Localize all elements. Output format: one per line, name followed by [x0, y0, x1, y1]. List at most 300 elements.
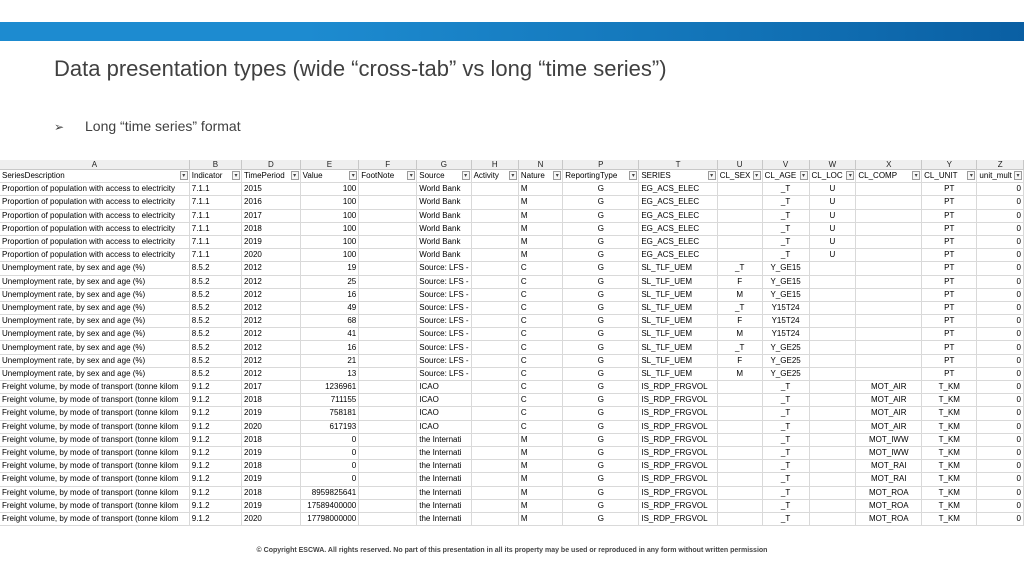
table-cell[interactable]: MOT_RAI: [856, 460, 922, 473]
table-cell[interactable]: MOT_RAI: [856, 473, 922, 486]
table-cell[interactable]: 2012: [242, 275, 301, 288]
filter-dropdown-icon[interactable]: ▾: [509, 171, 517, 180]
table-cell[interactable]: Unemployment rate, by sex and age (%): [0, 288, 189, 301]
table-cell[interactable]: IS_RDP_FRGVOL: [639, 473, 717, 486]
table-cell[interactable]: SL_TLF_UEM: [639, 301, 717, 314]
table-cell[interactable]: [359, 446, 417, 459]
table-cell[interactable]: Freight volume, by mode of transport (tonne kilom: [0, 460, 189, 473]
table-cell[interactable]: [471, 196, 518, 209]
table-cell[interactable]: 0: [977, 433, 1024, 446]
table-cell[interactable]: [471, 486, 518, 499]
table-cell[interactable]: IS_RDP_FRGVOL: [639, 433, 717, 446]
table-cell[interactable]: C: [518, 328, 562, 341]
table-cell[interactable]: 9.1.2: [189, 446, 241, 459]
table-cell[interactable]: [809, 381, 856, 394]
column-letter[interactable]: F: [359, 160, 417, 170]
table-cell[interactable]: IS_RDP_FRGVOL: [639, 407, 717, 420]
table-cell[interactable]: [359, 420, 417, 433]
table-cell[interactable]: 2012: [242, 367, 301, 380]
table-cell[interactable]: [359, 249, 417, 262]
table-cell[interactable]: SL_TLF_UEM: [639, 262, 717, 275]
table-cell[interactable]: [809, 499, 856, 512]
table-cell[interactable]: PT: [922, 196, 977, 209]
table-cell[interactable]: 2016: [242, 196, 301, 209]
column-letter[interactable]: U: [717, 160, 762, 170]
table-cell[interactable]: 0: [977, 407, 1024, 420]
table-cell[interactable]: the Internati: [417, 446, 471, 459]
table-cell[interactable]: 13: [300, 367, 359, 380]
table-cell[interactable]: MOT_IWW: [856, 446, 922, 459]
table-cell[interactable]: 2012: [242, 288, 301, 301]
table-cell[interactable]: _T: [762, 196, 809, 209]
table-cell[interactable]: F: [717, 275, 762, 288]
table-cell[interactable]: Freight volume, by mode of transport (tonne kilom: [0, 407, 189, 420]
filter-dropdown-icon[interactable]: ▾: [462, 171, 470, 180]
table-cell[interactable]: World Bank: [417, 209, 471, 222]
filter-dropdown-icon[interactable]: ▾: [800, 171, 808, 180]
table-cell[interactable]: 17589400000: [300, 499, 359, 512]
table-cell[interactable]: 0: [977, 341, 1024, 354]
table-cell[interactable]: F: [717, 315, 762, 328]
table-cell[interactable]: Unemployment rate, by sex and age (%): [0, 315, 189, 328]
table-cell[interactable]: G: [563, 486, 639, 499]
table-cell[interactable]: G: [563, 473, 639, 486]
table-cell[interactable]: SL_TLF_UEM: [639, 275, 717, 288]
table-cell[interactable]: [471, 249, 518, 262]
table-cell[interactable]: 8.5.2: [189, 288, 241, 301]
table-cell[interactable]: T_KM: [922, 473, 977, 486]
table-cell[interactable]: Source: LFS -: [417, 288, 471, 301]
table-cell[interactable]: [717, 196, 762, 209]
table-cell[interactable]: 2020: [242, 420, 301, 433]
table-cell[interactable]: 0: [977, 394, 1024, 407]
column-letter[interactable]: P: [563, 160, 639, 170]
table-cell[interactable]: 0: [977, 209, 1024, 222]
table-cell[interactable]: Unemployment rate, by sex and age (%): [0, 262, 189, 275]
table-cell[interactable]: 2019: [242, 407, 301, 420]
table-cell[interactable]: U: [809, 235, 856, 248]
table-cell[interactable]: [809, 420, 856, 433]
table-cell[interactable]: 0: [977, 446, 1024, 459]
table-cell[interactable]: [471, 473, 518, 486]
table-cell[interactable]: 100: [300, 249, 359, 262]
table-cell[interactable]: MOT_ROA: [856, 486, 922, 499]
table-cell[interactable]: _T: [762, 433, 809, 446]
table-cell[interactable]: 2020: [242, 249, 301, 262]
table-cell[interactable]: EG_ACS_ELEC: [639, 196, 717, 209]
table-cell[interactable]: U: [809, 249, 856, 262]
table-cell[interactable]: M: [518, 235, 562, 248]
filter-dropdown-icon[interactable]: ▾: [753, 171, 761, 180]
table-cell[interactable]: [471, 288, 518, 301]
table-cell[interactable]: EG_ACS_ELEC: [639, 209, 717, 222]
table-cell[interactable]: [471, 341, 518, 354]
table-cell[interactable]: Unemployment rate, by sex and age (%): [0, 328, 189, 341]
table-cell[interactable]: [359, 367, 417, 380]
table-cell[interactable]: Source: LFS -: [417, 275, 471, 288]
table-cell[interactable]: the Internati: [417, 499, 471, 512]
table-cell[interactable]: [717, 446, 762, 459]
table-cell[interactable]: [359, 183, 417, 196]
table-cell[interactable]: [856, 209, 922, 222]
table-cell[interactable]: MOT_AIR: [856, 394, 922, 407]
table-cell[interactable]: _T: [762, 222, 809, 235]
table-cell[interactable]: 8.5.2: [189, 315, 241, 328]
table-cell[interactable]: [809, 460, 856, 473]
table-cell[interactable]: 100: [300, 209, 359, 222]
table-cell[interactable]: Freight volume, by mode of transport (tonne kilom: [0, 473, 189, 486]
table-cell[interactable]: M: [518, 499, 562, 512]
table-cell[interactable]: [809, 433, 856, 446]
table-cell[interactable]: M: [518, 446, 562, 459]
table-cell[interactable]: the Internati: [417, 460, 471, 473]
table-cell[interactable]: ICAO: [417, 394, 471, 407]
table-cell[interactable]: PT: [922, 341, 977, 354]
table-cell[interactable]: G: [563, 209, 639, 222]
table-cell[interactable]: 7.1.1: [189, 249, 241, 262]
table-cell[interactable]: the Internati: [417, 473, 471, 486]
table-cell[interactable]: World Bank: [417, 183, 471, 196]
table-cell[interactable]: C: [518, 354, 562, 367]
table-cell[interactable]: IS_RDP_FRGVOL: [639, 420, 717, 433]
table-cell[interactable]: [359, 486, 417, 499]
table-cell[interactable]: U: [809, 183, 856, 196]
table-cell[interactable]: SL_TLF_UEM: [639, 315, 717, 328]
table-cell[interactable]: 0: [977, 196, 1024, 209]
table-cell[interactable]: [359, 209, 417, 222]
table-cell[interactable]: [717, 512, 762, 525]
table-cell[interactable]: _T: [762, 486, 809, 499]
table-cell[interactable]: T_KM: [922, 460, 977, 473]
table-cell[interactable]: Source: LFS -: [417, 367, 471, 380]
table-cell[interactable]: [471, 209, 518, 222]
table-cell[interactable]: [809, 407, 856, 420]
table-cell[interactable]: 0: [977, 354, 1024, 367]
table-cell[interactable]: 0: [300, 460, 359, 473]
table-cell[interactable]: T_KM: [922, 433, 977, 446]
table-cell[interactable]: [359, 381, 417, 394]
column-letter[interactable]: V: [762, 160, 809, 170]
table-cell[interactable]: C: [518, 367, 562, 380]
table-cell[interactable]: PT: [922, 315, 977, 328]
table-cell[interactable]: G: [563, 499, 639, 512]
table-cell[interactable]: [359, 235, 417, 248]
table-cell[interactable]: [856, 183, 922, 196]
table-cell[interactable]: 2018: [242, 433, 301, 446]
table-cell[interactable]: T_KM: [922, 446, 977, 459]
table-cell[interactable]: _T: [762, 249, 809, 262]
table-cell[interactable]: SL_TLF_UEM: [639, 288, 717, 301]
table-cell[interactable]: 7.1.1: [189, 209, 241, 222]
table-cell[interactable]: 21: [300, 354, 359, 367]
table-cell[interactable]: [471, 512, 518, 525]
table-cell[interactable]: 9.1.2: [189, 460, 241, 473]
filter-dropdown-icon[interactable]: ▾: [967, 171, 975, 180]
table-cell[interactable]: the Internati: [417, 512, 471, 525]
table-cell[interactable]: [809, 328, 856, 341]
table-cell[interactable]: 2018: [242, 486, 301, 499]
table-cell[interactable]: ICAO: [417, 407, 471, 420]
table-cell[interactable]: [359, 394, 417, 407]
table-cell[interactable]: 100: [300, 183, 359, 196]
table-cell[interactable]: 2019: [242, 446, 301, 459]
table-cell[interactable]: Y_GE25: [762, 341, 809, 354]
table-cell[interactable]: [359, 433, 417, 446]
table-cell[interactable]: PT: [922, 354, 977, 367]
table-cell[interactable]: [809, 354, 856, 367]
table-cell[interactable]: MOT_ROA: [856, 499, 922, 512]
table-cell[interactable]: G: [563, 222, 639, 235]
table-cell[interactable]: 100: [300, 196, 359, 209]
table-cell[interactable]: [359, 196, 417, 209]
table-cell[interactable]: 2018: [242, 222, 301, 235]
table-cell[interactable]: [717, 222, 762, 235]
table-cell[interactable]: [809, 486, 856, 499]
table-cell[interactable]: PT: [922, 209, 977, 222]
table-cell[interactable]: T_KM: [922, 512, 977, 525]
table-cell[interactable]: PT: [922, 328, 977, 341]
table-cell[interactable]: [359, 301, 417, 314]
table-cell[interactable]: [359, 328, 417, 341]
table-cell[interactable]: Proportion of population with access to electricity: [0, 183, 189, 196]
table-cell[interactable]: 0: [977, 249, 1024, 262]
table-cell[interactable]: 0: [977, 235, 1024, 248]
table-cell[interactable]: [856, 275, 922, 288]
table-cell[interactable]: EG_ACS_ELEC: [639, 249, 717, 262]
table-cell[interactable]: [856, 354, 922, 367]
table-cell[interactable]: MOT_IWW: [856, 433, 922, 446]
table-cell[interactable]: Unemployment rate, by sex and age (%): [0, 341, 189, 354]
table-cell[interactable]: 2012: [242, 315, 301, 328]
table-cell[interactable]: MOT_AIR: [856, 420, 922, 433]
table-cell[interactable]: 68: [300, 315, 359, 328]
table-cell[interactable]: Y_GE15: [762, 275, 809, 288]
table-cell[interactable]: 19: [300, 262, 359, 275]
table-cell[interactable]: T_KM: [922, 394, 977, 407]
table-cell[interactable]: 9.1.2: [189, 486, 241, 499]
table-cell[interactable]: 0: [977, 315, 1024, 328]
table-cell[interactable]: [809, 275, 856, 288]
table-cell[interactable]: G: [563, 235, 639, 248]
column-letter[interactable]: H: [471, 160, 518, 170]
table-cell[interactable]: the Internati: [417, 433, 471, 446]
table-cell[interactable]: [359, 354, 417, 367]
table-cell[interactable]: [359, 407, 417, 420]
filter-dropdown-icon[interactable]: ▾: [629, 171, 637, 180]
table-cell[interactable]: World Bank: [417, 249, 471, 262]
table-cell[interactable]: 2012: [242, 301, 301, 314]
table-cell[interactable]: F: [717, 354, 762, 367]
table-cell[interactable]: 0: [977, 183, 1024, 196]
table-cell[interactable]: 7.1.1: [189, 235, 241, 248]
table-cell[interactable]: _T: [762, 460, 809, 473]
column-letter[interactable]: E: [300, 160, 359, 170]
table-cell[interactable]: 617193: [300, 420, 359, 433]
table-cell[interactable]: 0: [977, 381, 1024, 394]
table-cell[interactable]: Freight volume, by mode of transport (tonne kilom: [0, 499, 189, 512]
table-cell[interactable]: [809, 288, 856, 301]
table-cell[interactable]: C: [518, 420, 562, 433]
table-cell[interactable]: _T: [762, 512, 809, 525]
table-cell[interactable]: Unemployment rate, by sex and age (%): [0, 275, 189, 288]
table-cell[interactable]: G: [563, 460, 639, 473]
table-cell[interactable]: [471, 367, 518, 380]
table-cell[interactable]: G: [563, 341, 639, 354]
table-cell[interactable]: [856, 262, 922, 275]
table-cell[interactable]: PT: [922, 262, 977, 275]
table-cell[interactable]: 0: [300, 433, 359, 446]
column-letter[interactable]: X: [856, 160, 922, 170]
table-cell[interactable]: Y_GE15: [762, 262, 809, 275]
table-cell[interactable]: [809, 512, 856, 525]
table-cell[interactable]: IS_RDP_FRGVOL: [639, 394, 717, 407]
table-cell[interactable]: 0: [977, 473, 1024, 486]
table-cell[interactable]: _T: [762, 209, 809, 222]
table-cell[interactable]: World Bank: [417, 222, 471, 235]
table-cell[interactable]: 100: [300, 222, 359, 235]
table-cell[interactable]: [359, 288, 417, 301]
table-cell[interactable]: 9.1.2: [189, 473, 241, 486]
table-cell[interactable]: PT: [922, 235, 977, 248]
table-cell[interactable]: Freight volume, by mode of transport (tonne kilom: [0, 512, 189, 525]
table-cell[interactable]: 2018: [242, 394, 301, 407]
table-cell[interactable]: 0: [977, 499, 1024, 512]
table-cell[interactable]: Source: LFS -: [417, 301, 471, 314]
table-cell[interactable]: [471, 183, 518, 196]
table-cell[interactable]: [856, 196, 922, 209]
table-cell[interactable]: [856, 222, 922, 235]
table-cell[interactable]: IS_RDP_FRGVOL: [639, 512, 717, 525]
table-cell[interactable]: Y15T24: [762, 301, 809, 314]
table-cell[interactable]: [471, 328, 518, 341]
table-cell[interactable]: [856, 288, 922, 301]
table-cell[interactable]: Proportion of population with access to electricity: [0, 249, 189, 262]
table-cell[interactable]: 2019: [242, 235, 301, 248]
table-cell[interactable]: [471, 262, 518, 275]
table-cell[interactable]: 8.5.2: [189, 354, 241, 367]
table-cell[interactable]: C: [518, 407, 562, 420]
table-cell[interactable]: C: [518, 315, 562, 328]
table-cell[interactable]: [359, 315, 417, 328]
table-cell[interactable]: G: [563, 433, 639, 446]
table-cell[interactable]: Freight volume, by mode of transport (tonne kilom: [0, 433, 189, 446]
table-cell[interactable]: PT: [922, 275, 977, 288]
table-cell[interactable]: [856, 328, 922, 341]
table-cell[interactable]: M: [717, 288, 762, 301]
table-cell[interactable]: World Bank: [417, 196, 471, 209]
table-cell[interactable]: [717, 249, 762, 262]
table-cell[interactable]: M: [518, 183, 562, 196]
filter-dropdown-icon[interactable]: ▾: [232, 171, 240, 180]
table-cell[interactable]: _T: [762, 499, 809, 512]
table-cell[interactable]: [717, 433, 762, 446]
table-cell[interactable]: Freight volume, by mode of transport (tonne kilom: [0, 394, 189, 407]
table-cell[interactable]: C: [518, 394, 562, 407]
column-letter[interactable]: Y: [922, 160, 977, 170]
table-cell[interactable]: 16: [300, 288, 359, 301]
table-cell[interactable]: G: [563, 420, 639, 433]
table-cell[interactable]: 0: [977, 301, 1024, 314]
table-cell[interactable]: 100: [300, 235, 359, 248]
table-cell[interactable]: Freight volume, by mode of transport (tonne kilom: [0, 420, 189, 433]
table-cell[interactable]: 8.5.2: [189, 275, 241, 288]
table-cell[interactable]: 25: [300, 275, 359, 288]
column-letter[interactable]: W: [809, 160, 856, 170]
table-cell[interactable]: 2015: [242, 183, 301, 196]
table-cell[interactable]: 2020: [242, 512, 301, 525]
table-cell[interactable]: [856, 235, 922, 248]
table-cell[interactable]: [856, 301, 922, 314]
table-cell[interactable]: PT: [922, 249, 977, 262]
table-cell[interactable]: U: [809, 222, 856, 235]
table-cell[interactable]: [471, 222, 518, 235]
column-letter[interactable]: N: [518, 160, 562, 170]
table-cell[interactable]: 8959825641: [300, 486, 359, 499]
table-cell[interactable]: [717, 460, 762, 473]
table-cell[interactable]: 8.5.2: [189, 367, 241, 380]
table-cell[interactable]: _T: [762, 183, 809, 196]
table-cell[interactable]: T_KM: [922, 407, 977, 420]
table-cell[interactable]: 0: [300, 446, 359, 459]
table-cell[interactable]: 8.5.2: [189, 301, 241, 314]
table-cell[interactable]: MOT_AIR: [856, 407, 922, 420]
table-cell[interactable]: 7.1.1: [189, 196, 241, 209]
table-cell[interactable]: G: [563, 394, 639, 407]
filter-dropdown-icon[interactable]: ▾: [708, 171, 716, 180]
table-cell[interactable]: ICAO: [417, 381, 471, 394]
table-cell[interactable]: _T: [762, 420, 809, 433]
table-cell[interactable]: Freight volume, by mode of transport (tonne kilom: [0, 381, 189, 394]
table-cell[interactable]: IS_RDP_FRGVOL: [639, 446, 717, 459]
filter-dropdown-icon[interactable]: ▾: [1014, 171, 1022, 180]
table-cell[interactable]: U: [809, 209, 856, 222]
table-cell[interactable]: [717, 486, 762, 499]
table-cell[interactable]: C: [518, 301, 562, 314]
table-cell[interactable]: U: [809, 196, 856, 209]
table-cell[interactable]: M: [518, 460, 562, 473]
table-cell[interactable]: [717, 499, 762, 512]
table-cell[interactable]: G: [563, 249, 639, 262]
table-cell[interactable]: 7.1.1: [189, 183, 241, 196]
table-cell[interactable]: [471, 301, 518, 314]
table-cell[interactable]: 0: [977, 222, 1024, 235]
filter-dropdown-icon[interactable]: ▾: [846, 171, 854, 180]
table-cell[interactable]: T_KM: [922, 486, 977, 499]
table-cell[interactable]: [359, 499, 417, 512]
table-cell[interactable]: G: [563, 354, 639, 367]
table-cell[interactable]: 2017: [242, 209, 301, 222]
table-cell[interactable]: M: [518, 486, 562, 499]
table-cell[interactable]: [809, 341, 856, 354]
table-cell[interactable]: Unemployment rate, by sex and age (%): [0, 367, 189, 380]
table-cell[interactable]: [809, 473, 856, 486]
table-cell[interactable]: PT: [922, 367, 977, 380]
table-cell[interactable]: [359, 275, 417, 288]
table-cell[interactable]: _T: [762, 235, 809, 248]
table-cell[interactable]: _T: [762, 473, 809, 486]
table-cell[interactable]: [471, 381, 518, 394]
table-cell[interactable]: IS_RDP_FRGVOL: [639, 381, 717, 394]
table-cell[interactable]: Y_GE25: [762, 354, 809, 367]
table-cell[interactable]: G: [563, 446, 639, 459]
table-cell[interactable]: 711155: [300, 394, 359, 407]
column-letter[interactable]: T: [639, 160, 717, 170]
table-cell[interactable]: EG_ACS_ELEC: [639, 235, 717, 248]
table-cell[interactable]: M: [518, 209, 562, 222]
table-cell[interactable]: Source: LFS -: [417, 354, 471, 367]
table-cell[interactable]: Unemployment rate, by sex and age (%): [0, 354, 189, 367]
table-cell[interactable]: MOT_ROA: [856, 512, 922, 525]
